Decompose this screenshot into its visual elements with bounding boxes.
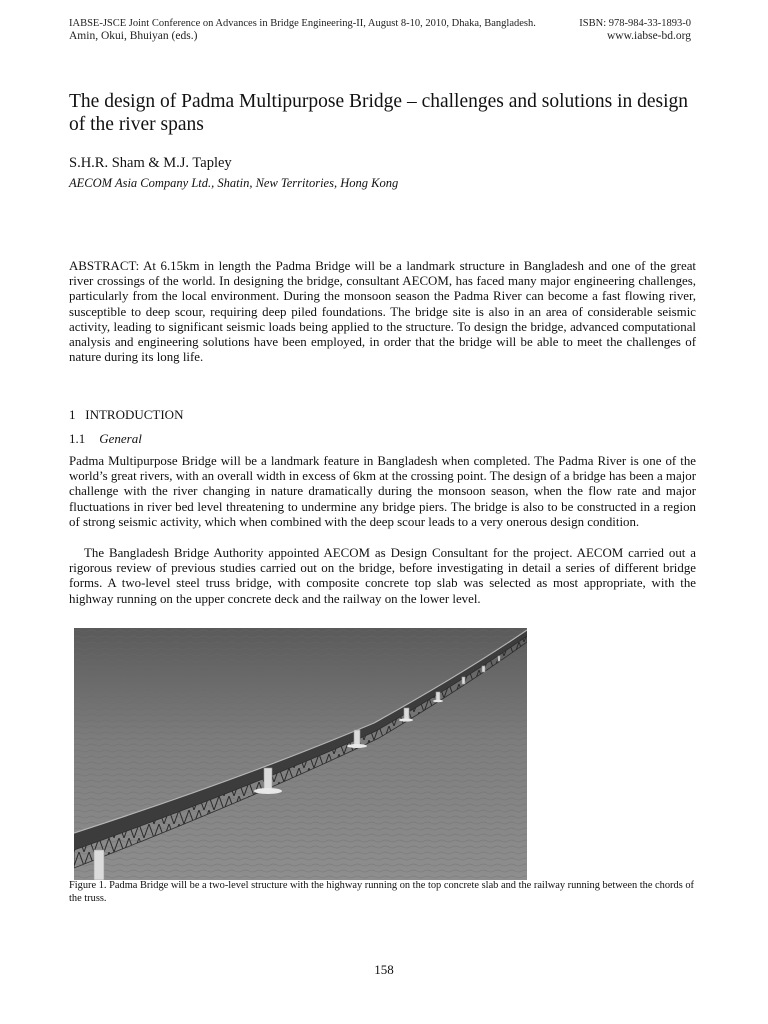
bridge-rendering-figure: [74, 628, 527, 880]
section-number: 1: [69, 407, 76, 422]
running-header-right: [491, 17, 691, 43]
subsection-title: General: [99, 431, 142, 446]
body-paragraph-2: The Bangladesh Bridge Authority appointed AECOM as Design Consultant for the project. AECOM carried out a rigorous review of previous studies carried out on the bridge, before investigating in detail a series of different bridge forms. A two-level steel truss bridge, with composite concrete top slab was selected as most appropriate, with the highway running on the upper concrete deck and the railway on the lower level.: [69, 546, 696, 606]
editors-line: Amin, Okui, Bhuiyan (eds.): [69, 30, 198, 42]
abstract: ABSTRACT: At 6.15km in length the Padma Bridge will be a landmark structure in Bangladesh and one of the great river crossings of the world. In designing the bridge, consultant AECOM, has faced many major engineering challenges, particularly from the local environment. During the monsoon season the Padma River can become a fast flowing river, susceptible to deep scour, requiring deep piled foundations. The bridge site is also in an area of considerable seismic activity, leading to significant seismic loads being applied to the structure. To design the bridge, advanced computational analysis and engineering solutions have been employed, in order that the bridge will be able to meet the challenges of nature during its long life.: [69, 259, 696, 365]
body-paragraph-1: Padma Multipurpose Bridge will be a landmark feature in Bangladesh when completed. The Padma River is one of the world’s great rivers, with an overall width in excess of 6km at the crossing point. The design of a bridge has been a major challenge with the river changing in nature dramatically during the monsoon season, when the flow rate and major fluctuations in river bed level threatening to undermine any bridge piers. The bridge is also to be constructed in a region of strong seismic activity, which when combined with the deep scour leads to a very onerous design condition.: [69, 454, 696, 529]
conference-line: IABSE-JSCE Joint Conference on Advances in Bridge Engineering-II, August 8-10, 2010, Dhaka, Bangladesh.: [69, 18, 536, 29]
website-line: www.iabse-bd.org: [607, 30, 691, 42]
subsection-heading-general: [69, 431, 142, 447]
paper-title: The design of Padma Multipurpose Bridge – challenges and solutions in design of the river spans: [69, 91, 689, 135]
page-number: 158: [374, 962, 394, 977]
paper-authors: S.H.R. Sham & M.J. Tapley: [69, 155, 232, 171]
isbn-line: ISBN: 978-984-33-1893-0: [579, 18, 691, 29]
section-title: INTRODUCTION: [85, 407, 184, 422]
paper-affiliation: AECOM Asia Company Ltd., Shatin, New Territories, Hong Kong: [69, 176, 399, 190]
section-heading-introduction: [69, 407, 183, 423]
figure-caption: Figure 1. Padma Bridge will be a two-level structure with the highway running on the top concrete slab and the railway running between the chords of the truss.: [69, 880, 695, 904]
subsection-number: 1.1: [69, 431, 86, 446]
